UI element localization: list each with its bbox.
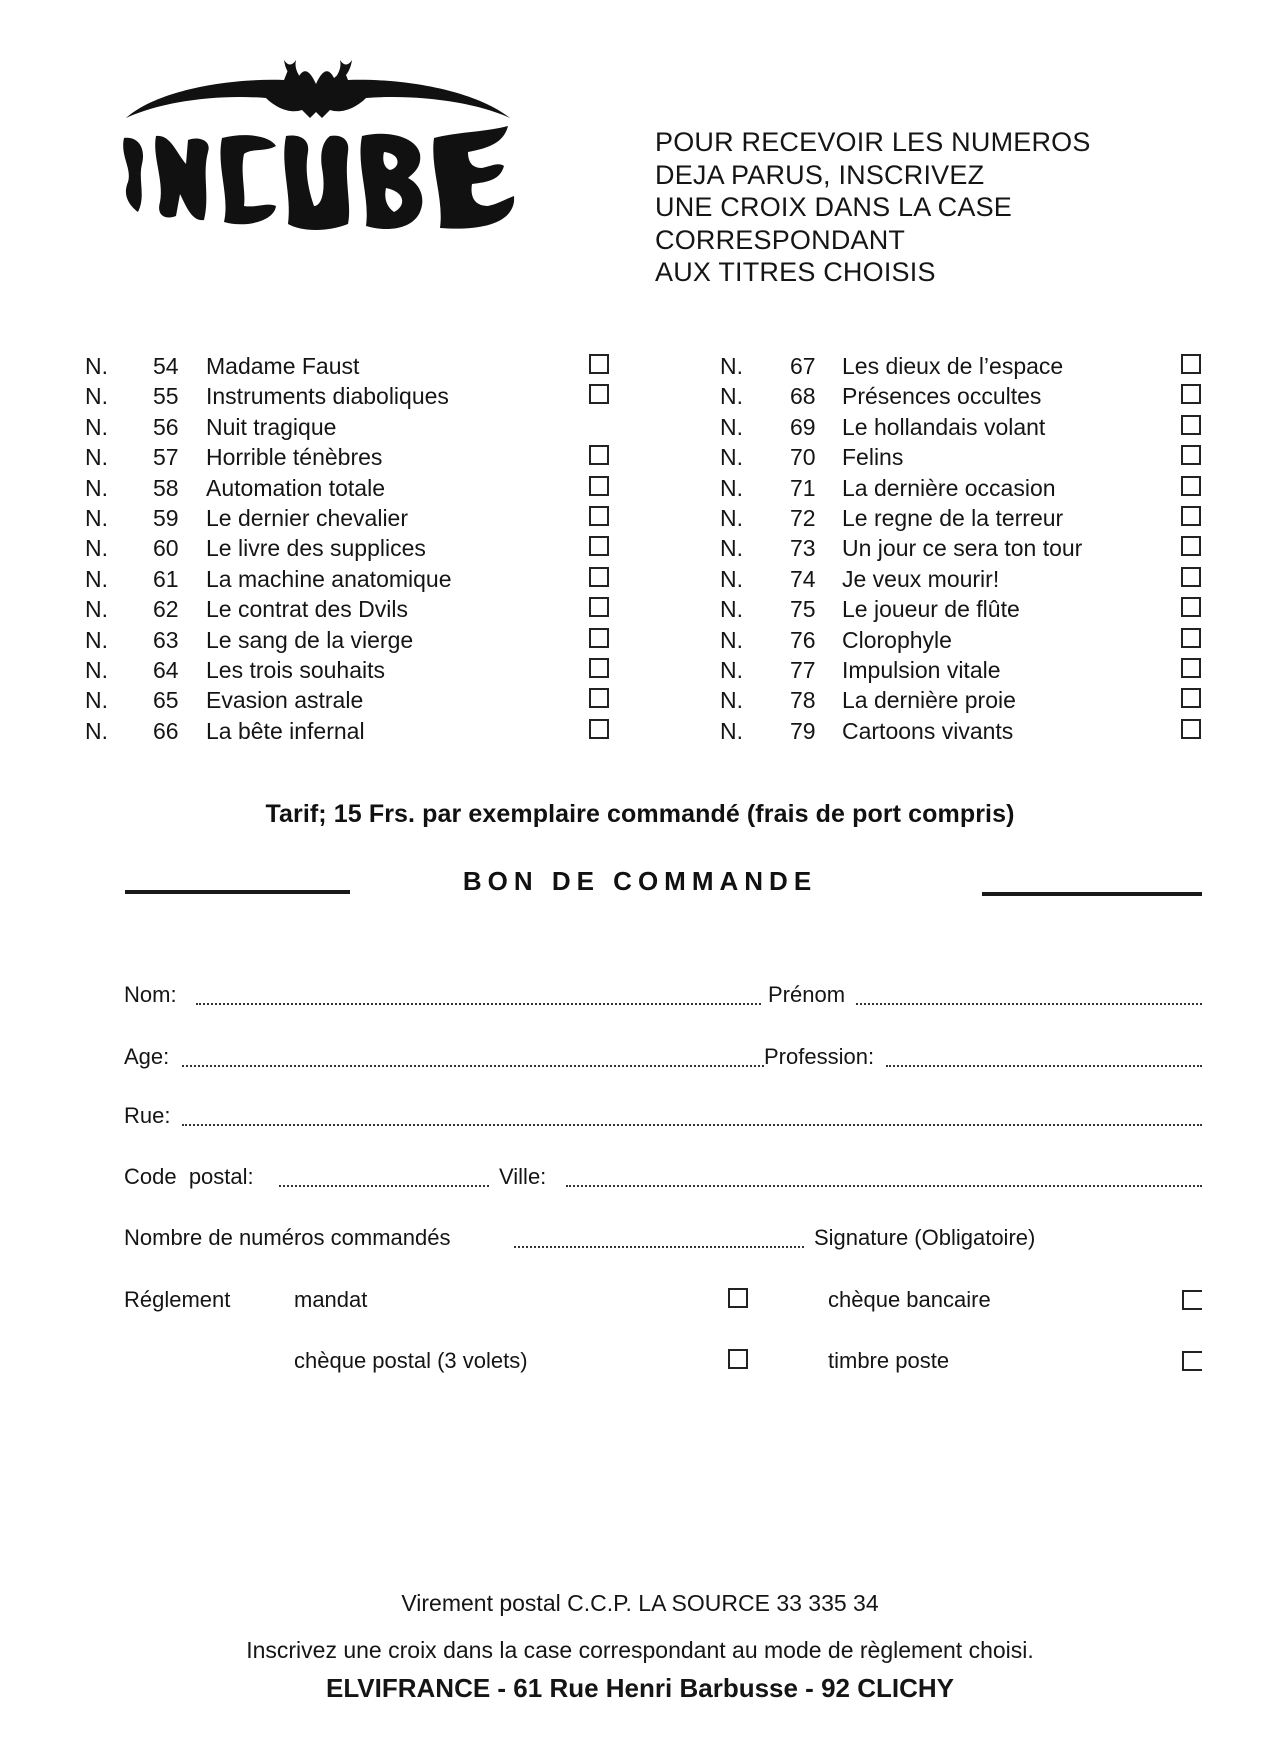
issue-checkbox[interactable] <box>589 354 609 374</box>
payment-option-timbre-poste: timbre poste <box>828 1348 950 1373</box>
issue-number: 69 <box>790 413 816 440</box>
issue-checkbox[interactable] <box>589 658 609 678</box>
form-row-rue <box>124 1102 1202 1132</box>
issue-number: 63 <box>153 626 179 653</box>
nom-label: Nom: <box>124 982 177 1007</box>
issue-number: 64 <box>153 657 179 683</box>
issue-row <box>720 382 1205 410</box>
issue-prefix: N. <box>720 565 743 592</box>
issue-title: Le regne de la terreur <box>842 505 1064 531</box>
intro-line: UNE CROIX DANS LA CASE <box>655 192 1012 222</box>
issue-prefix: N. <box>85 535 108 562</box>
intro-line: POUR RECEVOIR LES NUMEROS <box>655 127 1091 157</box>
issue-prefix: N. <box>85 383 108 410</box>
nombre-label: Nombre de numéros commandés <box>124 1225 451 1250</box>
bat-wings-icon <box>126 70 510 118</box>
issue-title: Le sang de la vierge <box>206 626 414 653</box>
issue-row <box>720 413 1205 441</box>
issue-prefix: N. <box>720 657 743 683</box>
form-row-nom <box>124 981 1202 1011</box>
issue-prefix: N. <box>720 535 743 562</box>
issue-row <box>720 504 1205 532</box>
issue-title: La machine anatomique <box>206 565 452 592</box>
issue-row <box>85 595 613 623</box>
order-heading: BON DE COMMANDE <box>462 866 818 896</box>
issue-number: 56 <box>153 413 179 440</box>
signature-label: Signature (Obligatoire) <box>814 1225 1036 1250</box>
issue-prefix: N. <box>85 687 108 714</box>
issue-prefix: N. <box>85 596 108 623</box>
issue-checkbox[interactable] <box>589 506 609 526</box>
issue-title: Madame Faust <box>206 353 360 379</box>
payment-row-2 <box>124 1347 1202 1377</box>
intro-instructions <box>655 126 1091 289</box>
issue-number: 79 <box>790 717 816 744</box>
issue-checkbox[interactable] <box>589 628 609 648</box>
issue-title: Automation totale <box>206 474 386 501</box>
issue-checkbox[interactable] <box>1181 719 1201 739</box>
issue-title: Le dernier chevalier <box>206 505 409 531</box>
issue-checkbox[interactable] <box>1181 415 1201 435</box>
issue-row <box>85 413 613 441</box>
issue-prefix: N. <box>85 657 108 683</box>
form-row-code-postal <box>124 1163 1202 1193</box>
issue-prefix: N. <box>720 596 743 623</box>
issue-number: 77 <box>790 657 816 683</box>
issue-row <box>720 717 1205 745</box>
issue-number: 59 <box>153 505 179 531</box>
issue-row <box>720 595 1205 623</box>
issue-title: La dernière proie <box>842 687 1016 714</box>
intro-line: CORRESPONDANT <box>655 224 906 255</box>
rue-field[interactable] <box>182 1124 1202 1126</box>
nom-field[interactable] <box>196 1003 761 1005</box>
reglement-label: Réglement <box>124 1287 231 1312</box>
issue-title: Un jour ce sera ton tour <box>842 535 1083 562</box>
issue-row <box>720 565 1205 593</box>
payment-option-cheque-bancaire: chèque bancaire <box>828 1287 991 1312</box>
prenom-label: Prénom <box>768 982 846 1007</box>
issue-prefix: N. <box>85 626 108 653</box>
issue-row <box>85 534 613 562</box>
issue-title: Le joueur de flûte <box>842 596 1020 623</box>
issue-row <box>720 443 1205 471</box>
cheque-bancaire-checkbox[interactable] <box>1182 1290 1202 1310</box>
issue-prefix: N. <box>720 413 743 440</box>
issue-number: 54 <box>153 353 179 379</box>
issue-number: 76 <box>790 626 816 653</box>
ville-field[interactable] <box>566 1185 1202 1187</box>
issue-prefix: N. <box>720 383 743 410</box>
mandat-checkbox[interactable] <box>728 1288 748 1308</box>
form-row-nombre <box>124 1224 1202 1254</box>
incube-logo <box>116 56 520 240</box>
issue-prefix: N. <box>720 687 743 714</box>
issue-number: 75 <box>790 596 816 623</box>
prenom-field[interactable] <box>856 1003 1202 1005</box>
issue-number: 72 <box>790 505 816 531</box>
issue-prefix: N. <box>85 444 108 471</box>
cheque-postal-checkbox[interactable] <box>728 1349 748 1369</box>
payment-instruction: Inscrivez une croix dans la case correspondant au mode de règlement choisi. <box>246 1637 1034 1663</box>
issue-checkbox[interactable] <box>589 597 609 617</box>
issue-checkbox[interactable] <box>589 567 609 587</box>
payment-row-1 <box>124 1286 1202 1316</box>
issue-title: Instruments diaboliques <box>206 383 449 410</box>
issue-row <box>85 656 613 684</box>
age-field[interactable] <box>182 1065 764 1067</box>
issue-title: Evasion astrale <box>206 687 364 714</box>
issue-row <box>85 626 613 654</box>
issue-row <box>720 686 1205 714</box>
issue-number: 67 <box>790 353 816 379</box>
publisher-address: ELVIFRANCE - 61 Rue Henri Barbusse - 92 CLICHY <box>326 1673 954 1703</box>
rue-label: Rue: <box>124 1103 171 1128</box>
issue-number: 57 <box>153 444 179 471</box>
issue-prefix: N. <box>85 474 108 501</box>
issue-checkbox[interactable] <box>1181 628 1201 648</box>
issue-number: 70 <box>790 444 816 471</box>
issue-row <box>85 352 613 380</box>
issue-title: Le livre des supplices <box>206 535 426 562</box>
tarif-text: Tarif; 15 Frs. par exemplaire commandé (frais de port compris) <box>265 800 1015 828</box>
issue-checkbox[interactable] <box>1181 597 1201 617</box>
issue-title: Les dieux de l’espace <box>842 353 1064 379</box>
issue-row <box>720 474 1205 502</box>
payment-option-cheque-postal: chèque postal (3 volets) <box>294 1348 528 1373</box>
letter-i <box>123 138 143 212</box>
issue-title: Présences occultes <box>842 383 1042 410</box>
profession-field[interactable] <box>886 1065 1202 1067</box>
payment-option-mandat: mandat <box>294 1287 368 1312</box>
issue-number: 62 <box>153 596 179 623</box>
issue-checkbox[interactable] <box>589 536 609 556</box>
issue-row <box>85 565 613 593</box>
issue-prefix: N. <box>720 474 743 501</box>
issue-prefix: N. <box>720 626 743 653</box>
age-label: Age: <box>124 1044 170 1069</box>
issue-title: Le contrat des Dvils <box>206 596 408 623</box>
intro-line: DEJA PARUS, INSCRIVEZ <box>655 159 985 190</box>
issue-checkbox[interactable] <box>589 688 609 708</box>
issue-row <box>720 626 1205 654</box>
letter-u <box>284 136 349 230</box>
profession-label: Profession: <box>764 1044 875 1069</box>
timbre-poste-checkbox[interactable] <box>1182 1351 1202 1371</box>
issue-number: 73 <box>790 535 816 562</box>
issue-checkbox[interactable] <box>1181 536 1201 556</box>
issue-number: 65 <box>153 687 179 714</box>
issue-checkbox[interactable] <box>1181 476 1201 496</box>
issue-row <box>85 717 613 745</box>
issue-checkbox[interactable] <box>589 384 609 404</box>
issue-title: Felins <box>842 444 904 471</box>
issue-checkbox[interactable] <box>589 445 609 465</box>
issue-title: Nuit tragique <box>206 413 337 440</box>
issue-number: 61 <box>153 565 179 592</box>
issue-row <box>85 443 613 471</box>
issue-checkbox[interactable] <box>1181 506 1201 526</box>
issue-number: 68 <box>790 383 816 410</box>
issue-row <box>720 352 1205 380</box>
issue-title: Clorophyle <box>842 626 952 653</box>
issue-checkbox[interactable] <box>1181 445 1201 465</box>
intro-line: AUX TITRES CHOISIS <box>655 257 936 287</box>
issue-checkbox[interactable] <box>1181 384 1201 404</box>
issue-title: Le hollandais volant <box>842 413 1046 440</box>
issue-title: La bête infernal <box>206 717 365 744</box>
issue-checkbox[interactable] <box>589 719 609 739</box>
form-row-age <box>124 1043 1202 1073</box>
issue-prefix: N. <box>85 413 108 440</box>
code-postal-label: Code postal: <box>124 1164 254 1189</box>
issue-prefix: N. <box>720 505 743 531</box>
issue-number: 78 <box>790 687 816 714</box>
issue-checkbox[interactable] <box>1181 354 1201 374</box>
nombre-field[interactable] <box>514 1246 804 1248</box>
issue-row <box>85 686 613 714</box>
issue-row <box>720 656 1205 684</box>
letter-c <box>220 135 276 224</box>
issue-checkbox[interactable] <box>1181 567 1201 587</box>
issue-row <box>720 534 1205 562</box>
issue-prefix: N. <box>85 353 108 379</box>
issue-row <box>85 382 613 410</box>
issue-checkbox[interactable] <box>589 476 609 496</box>
issue-number: 55 <box>153 383 179 410</box>
issue-number: 66 <box>153 717 179 744</box>
issue-prefix: N. <box>720 444 743 471</box>
issue-prefix: N. <box>85 505 108 531</box>
issue-title: Cartoons vivants <box>842 717 1014 744</box>
issue-title: Les trois souhaits <box>206 657 385 683</box>
heading-rule-right <box>982 892 1202 896</box>
virement-info: Virement postal C.C.P. LA SOURCE 33 335 34 <box>401 1590 879 1616</box>
issue-title: La dernière occasion <box>842 474 1056 501</box>
issue-title: Impulsion vitale <box>842 657 1001 683</box>
issue-checkbox[interactable] <box>1181 688 1201 708</box>
issue-prefix: N. <box>720 717 743 744</box>
letter-n <box>155 136 209 220</box>
issue-prefix: N. <box>720 353 743 379</box>
issue-prefix: N. <box>85 565 108 592</box>
issue-number: 58 <box>153 474 179 501</box>
ville-label: Ville: <box>499 1164 547 1189</box>
issue-number: 60 <box>153 535 179 562</box>
issue-row <box>85 474 613 502</box>
code-postal-field[interactable] <box>279 1185 489 1187</box>
issue-row <box>85 504 613 532</box>
issue-title: Horrible ténèbres <box>206 444 383 471</box>
letter-e <box>433 126 514 229</box>
issue-checkbox[interactable] <box>1181 658 1201 678</box>
issue-number: 74 <box>790 565 816 592</box>
issue-prefix: N. <box>85 717 108 744</box>
issue-number: 71 <box>790 474 816 501</box>
issue-title: Je veux mourir! <box>842 565 1000 592</box>
letter-b <box>360 134 422 229</box>
